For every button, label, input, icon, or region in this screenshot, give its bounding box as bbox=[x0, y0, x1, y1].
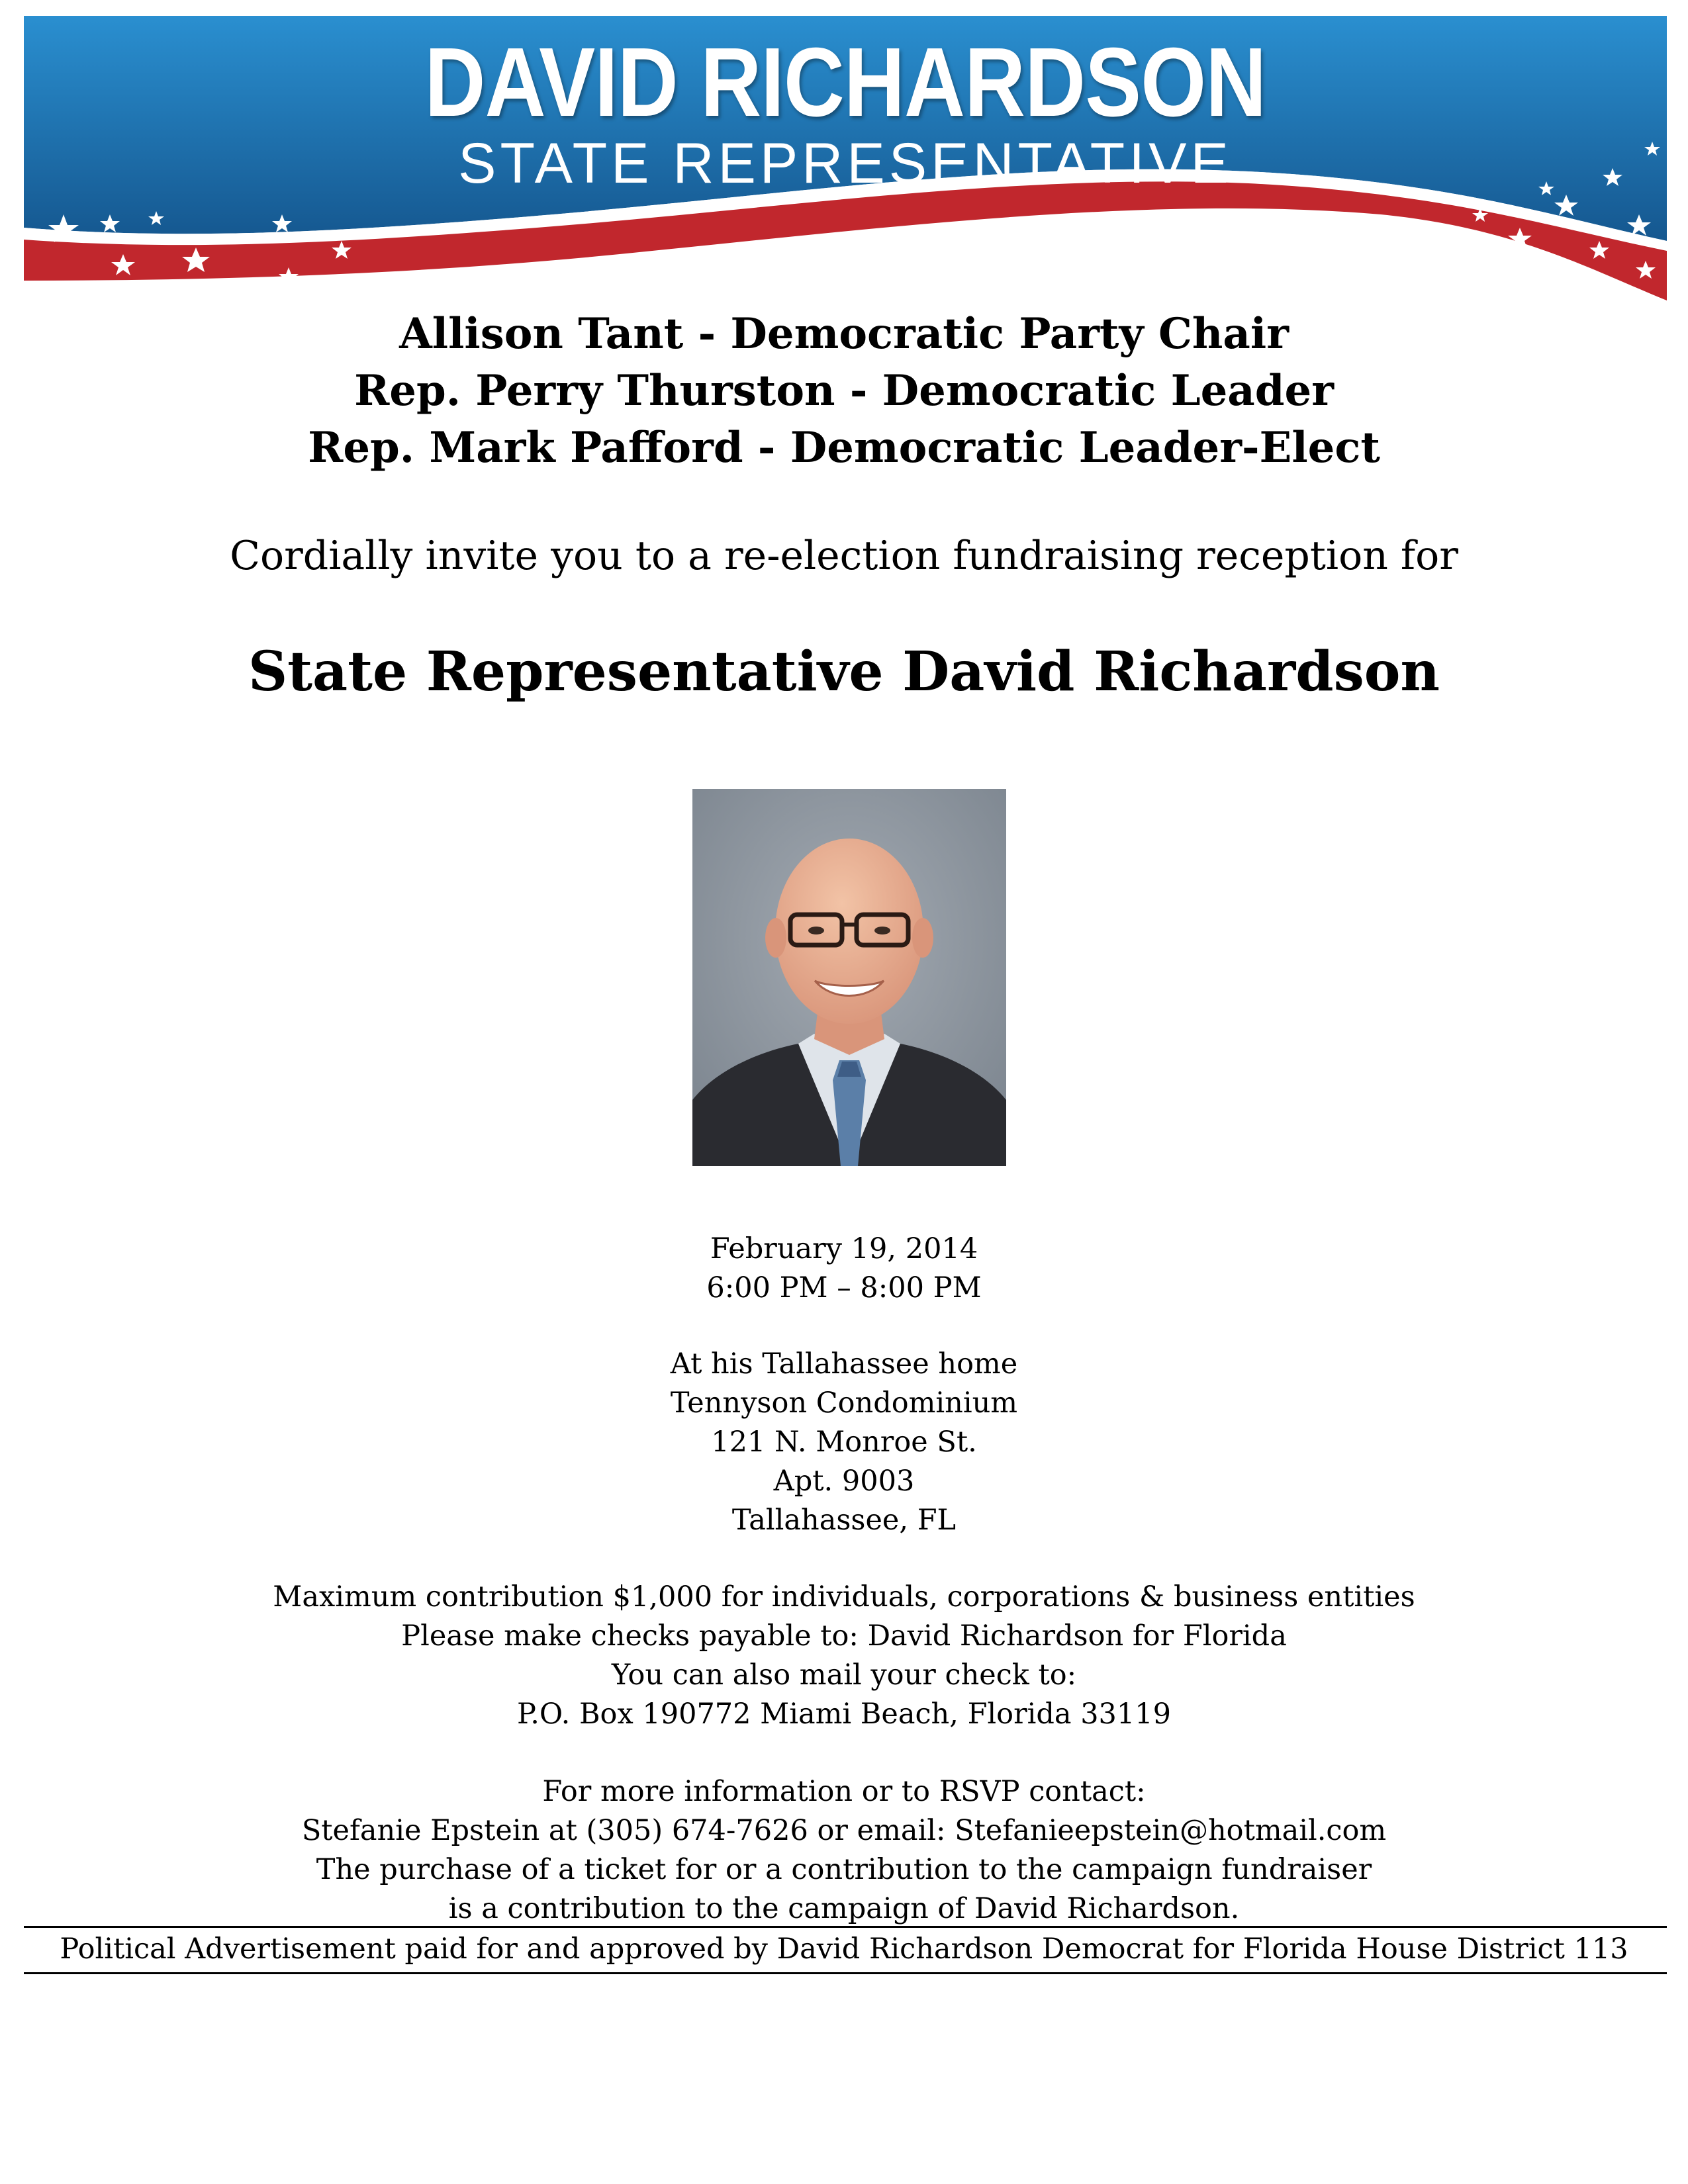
event-time: 6:00 PM – 8:00 PM bbox=[706, 1271, 982, 1304]
invitation-text: Cordially invite you to a re-election fundraising reception for bbox=[230, 533, 1458, 579]
banner-candidate-name: DAVID RICHARDSON bbox=[424, 28, 1266, 137]
bottom-divider bbox=[24, 1972, 1667, 1974]
rsvp-line: For more information or to RSVP contact: bbox=[542, 1775, 1146, 1808]
contribution-info bbox=[0, 1578, 1688, 1734]
contribution-line: Please make checks payable to: David Richardson for Florida bbox=[401, 1619, 1287, 1653]
rsvp-line: The purchase of a ticket for or a contribution to the campaign fundraiser bbox=[316, 1853, 1372, 1886]
host-line: Rep. Mark Pafford - Democratic Leader-Elect bbox=[308, 423, 1380, 473]
banner-office-title: STATE REPRESENTATIVE bbox=[458, 132, 1233, 195]
contribution-line: You can also mail your check to: bbox=[611, 1659, 1077, 1692]
host-line: Rep. Perry Thurston - Democratic Leader bbox=[354, 366, 1334, 416]
portrait-illustration bbox=[692, 789, 1006, 1166]
candidate-photo bbox=[692, 789, 1006, 1166]
location-line: At his Tallahassee home bbox=[670, 1347, 1018, 1381]
location-line: 121 N. Monroe St. bbox=[711, 1426, 977, 1459]
event-location bbox=[0, 1345, 1688, 1540]
rsvp-line: is a contribution to the campaign of David Richardson. bbox=[448, 1892, 1240, 1925]
host-line: Allison Tant - Democratic Party Chair bbox=[399, 309, 1289, 359]
contribution-line: Maximum contribution $1,000 for individuals, corporations & business entities bbox=[273, 1580, 1415, 1614]
disclaimer-text: Political Advertisement paid for and approved by David Richardson Democrat for Florida House District 113 bbox=[60, 1933, 1628, 1966]
contribution-line: P.O. Box 190772 Miami Beach, Florida 33119 bbox=[517, 1698, 1171, 1731]
location-line: Tallahassee, FL bbox=[731, 1504, 957, 1537]
event-date: February 19, 2014 bbox=[710, 1232, 978, 1265]
event-datetime bbox=[0, 1230, 1688, 1308]
rsvp-info bbox=[0, 1772, 1688, 1929]
location-line: Apt. 9003 bbox=[773, 1465, 915, 1498]
location-line: Tennyson Condominium bbox=[670, 1387, 1018, 1420]
honoree-title: State Representative David Richardson bbox=[248, 640, 1440, 704]
rsvp-line: Stefanie Epstein at (305) 674-7626 or email: Stefanieepstein@hotmail.com bbox=[301, 1814, 1387, 1847]
top-divider bbox=[24, 1926, 1667, 1928]
campaign-banner bbox=[24, 16, 1667, 300]
host-list bbox=[0, 306, 1688, 477]
